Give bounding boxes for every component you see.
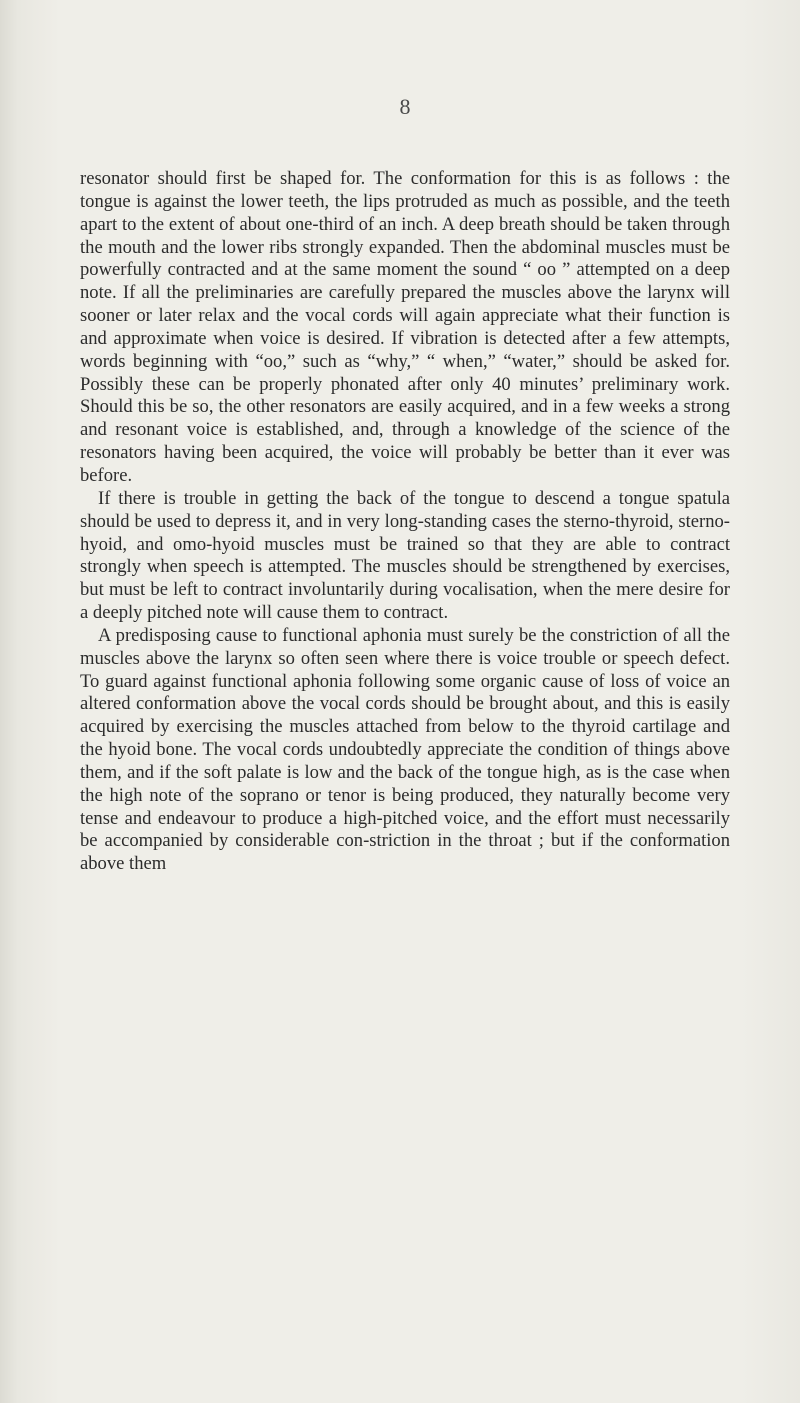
paragraph-tongue-spatula: If there is trouble in getting the back of the tongue to descend a tongue spatula should be used to depress it, and in very long-standing cases the sterno-thyroid, sterno-hyoid, and omo-hyoid muscles must be trained so that they are able to contract strongly when speech is attempted. The muscles should be strengthened by exercises, but must be left to contract involuntarily during vocalisation, when the mere desire for a deeply pitched note will cause them to contract. bbox=[80, 487, 730, 624]
page-number: 8 bbox=[399, 94, 411, 119]
paragraph-resonator-conformation: resonator should first be shaped for. The conformation for this is as follows : the tongue is against the lower teeth, the lips protruded as much as possible, and the teeth apart to the extent of about one-third of an inch. A deep breath should be taken through the mouth and the lower ribs strongly expanded. Then the abdominal muscles must be powerfully contracted and at the same moment the sound “ oo ” attempted on a deep note. If all the preliminaries are carefully prepared the muscles above the larynx will sooner or later relax and the vocal cords will again appreciate what their function is and approximate when voice is desired. If vibration is detected after a few attempts, words beginning with “oo,” such as “why,” “ when,” “water,” should be asked for. Possibly these can be properly phonated after only 40 minutes’ preliminary work. Should this be so, the other resonators are easily acquired, and in a few weeks a strong and resonant voice is established, and, through a knowledge of the science of the resonators having been acquired, the voice will probably be better than it ever was before. bbox=[80, 168, 730, 486]
body-text bbox=[80, 168, 730, 876]
paragraph-functional-aphonia: A predisposing cause to functional aphonia must surely be the constriction of all the muscles above the larynx so often seen where there is voice trouble or speech defect. To guard against functional aphonia following some organic cause of loss of voice an altered conformation above the vocal cords should be brought about, and this is easily acquired by exercising the muscles attached from below to the thyroid cartilage and the hyoid bone. The vocal cords undoubtedly appreciate the condition of things above them, and if the soft palate is low and the back of the tongue high, as is the case when the high note of the soprano or tenor is being produced, they naturally become very tense and endeavour to produce a high-pitched voice, and the effort must necessarily be accompanied by considerable con-striction in the throat ; but if the conformation above them bbox=[80, 624, 730, 875]
